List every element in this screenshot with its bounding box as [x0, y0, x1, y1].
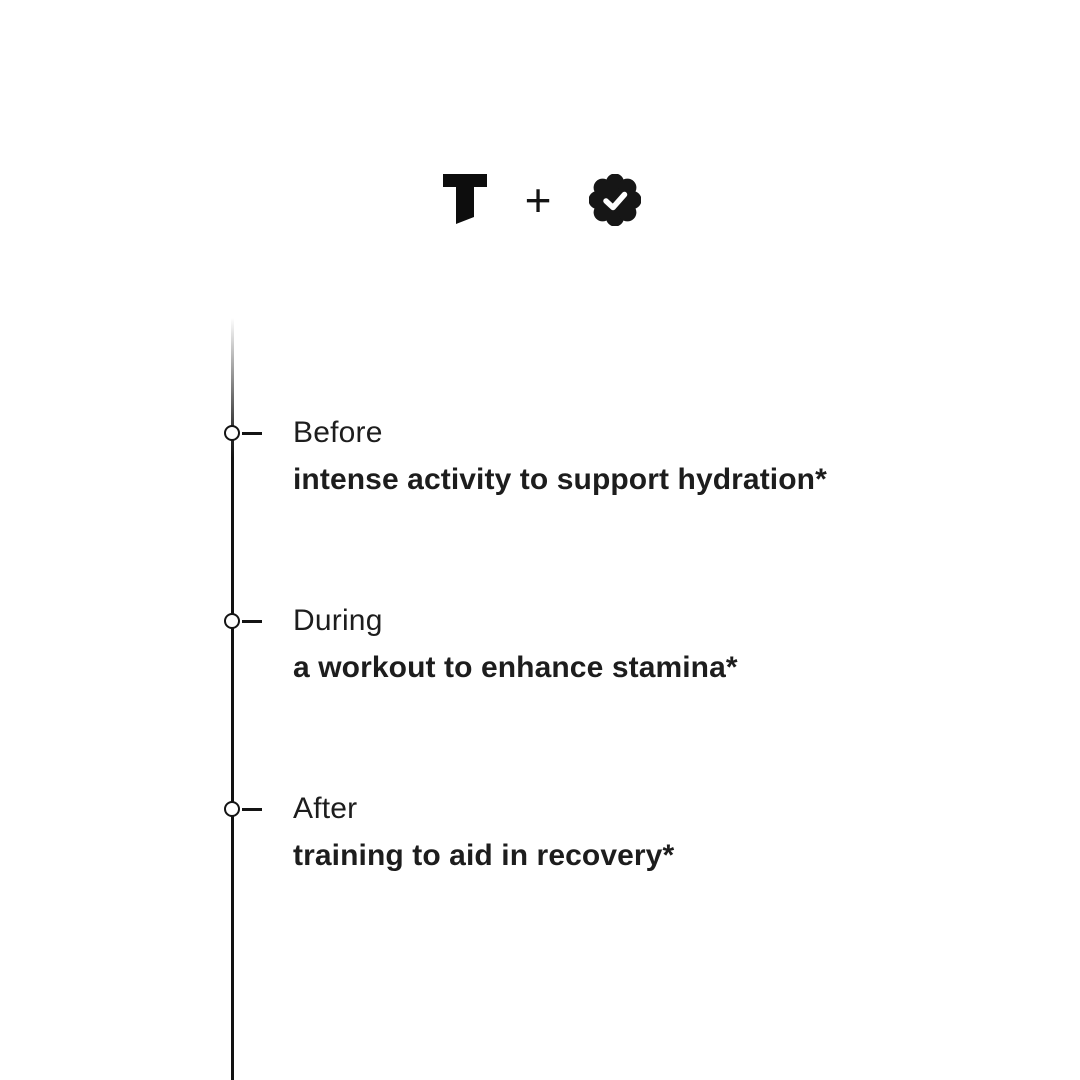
timeline-item-description: a workout to enhance stamina*: [293, 651, 738, 684]
timeline-node-icon: [224, 613, 240, 629]
verified-badge-icon: [589, 174, 641, 226]
logo-lockup: [443, 172, 641, 228]
timeline-item-label: After: [293, 792, 358, 825]
timeline-item-description: training to aid in recovery*: [293, 839, 675, 872]
plus-icon: +: [524, 174, 552, 226]
timeline-node-icon: [224, 425, 240, 441]
brand-t-logo-icon: [443, 174, 487, 226]
timeline-node-tick: [242, 432, 262, 435]
timeline-item-label: During: [293, 604, 383, 637]
timeline-item-label: Before: [293, 416, 383, 449]
timeline-node-tick: [242, 620, 262, 623]
timeline-node-tick: [242, 808, 262, 811]
timeline-item-description: intense activity to support hydration*: [293, 463, 827, 496]
timeline-node-icon: [224, 801, 240, 817]
